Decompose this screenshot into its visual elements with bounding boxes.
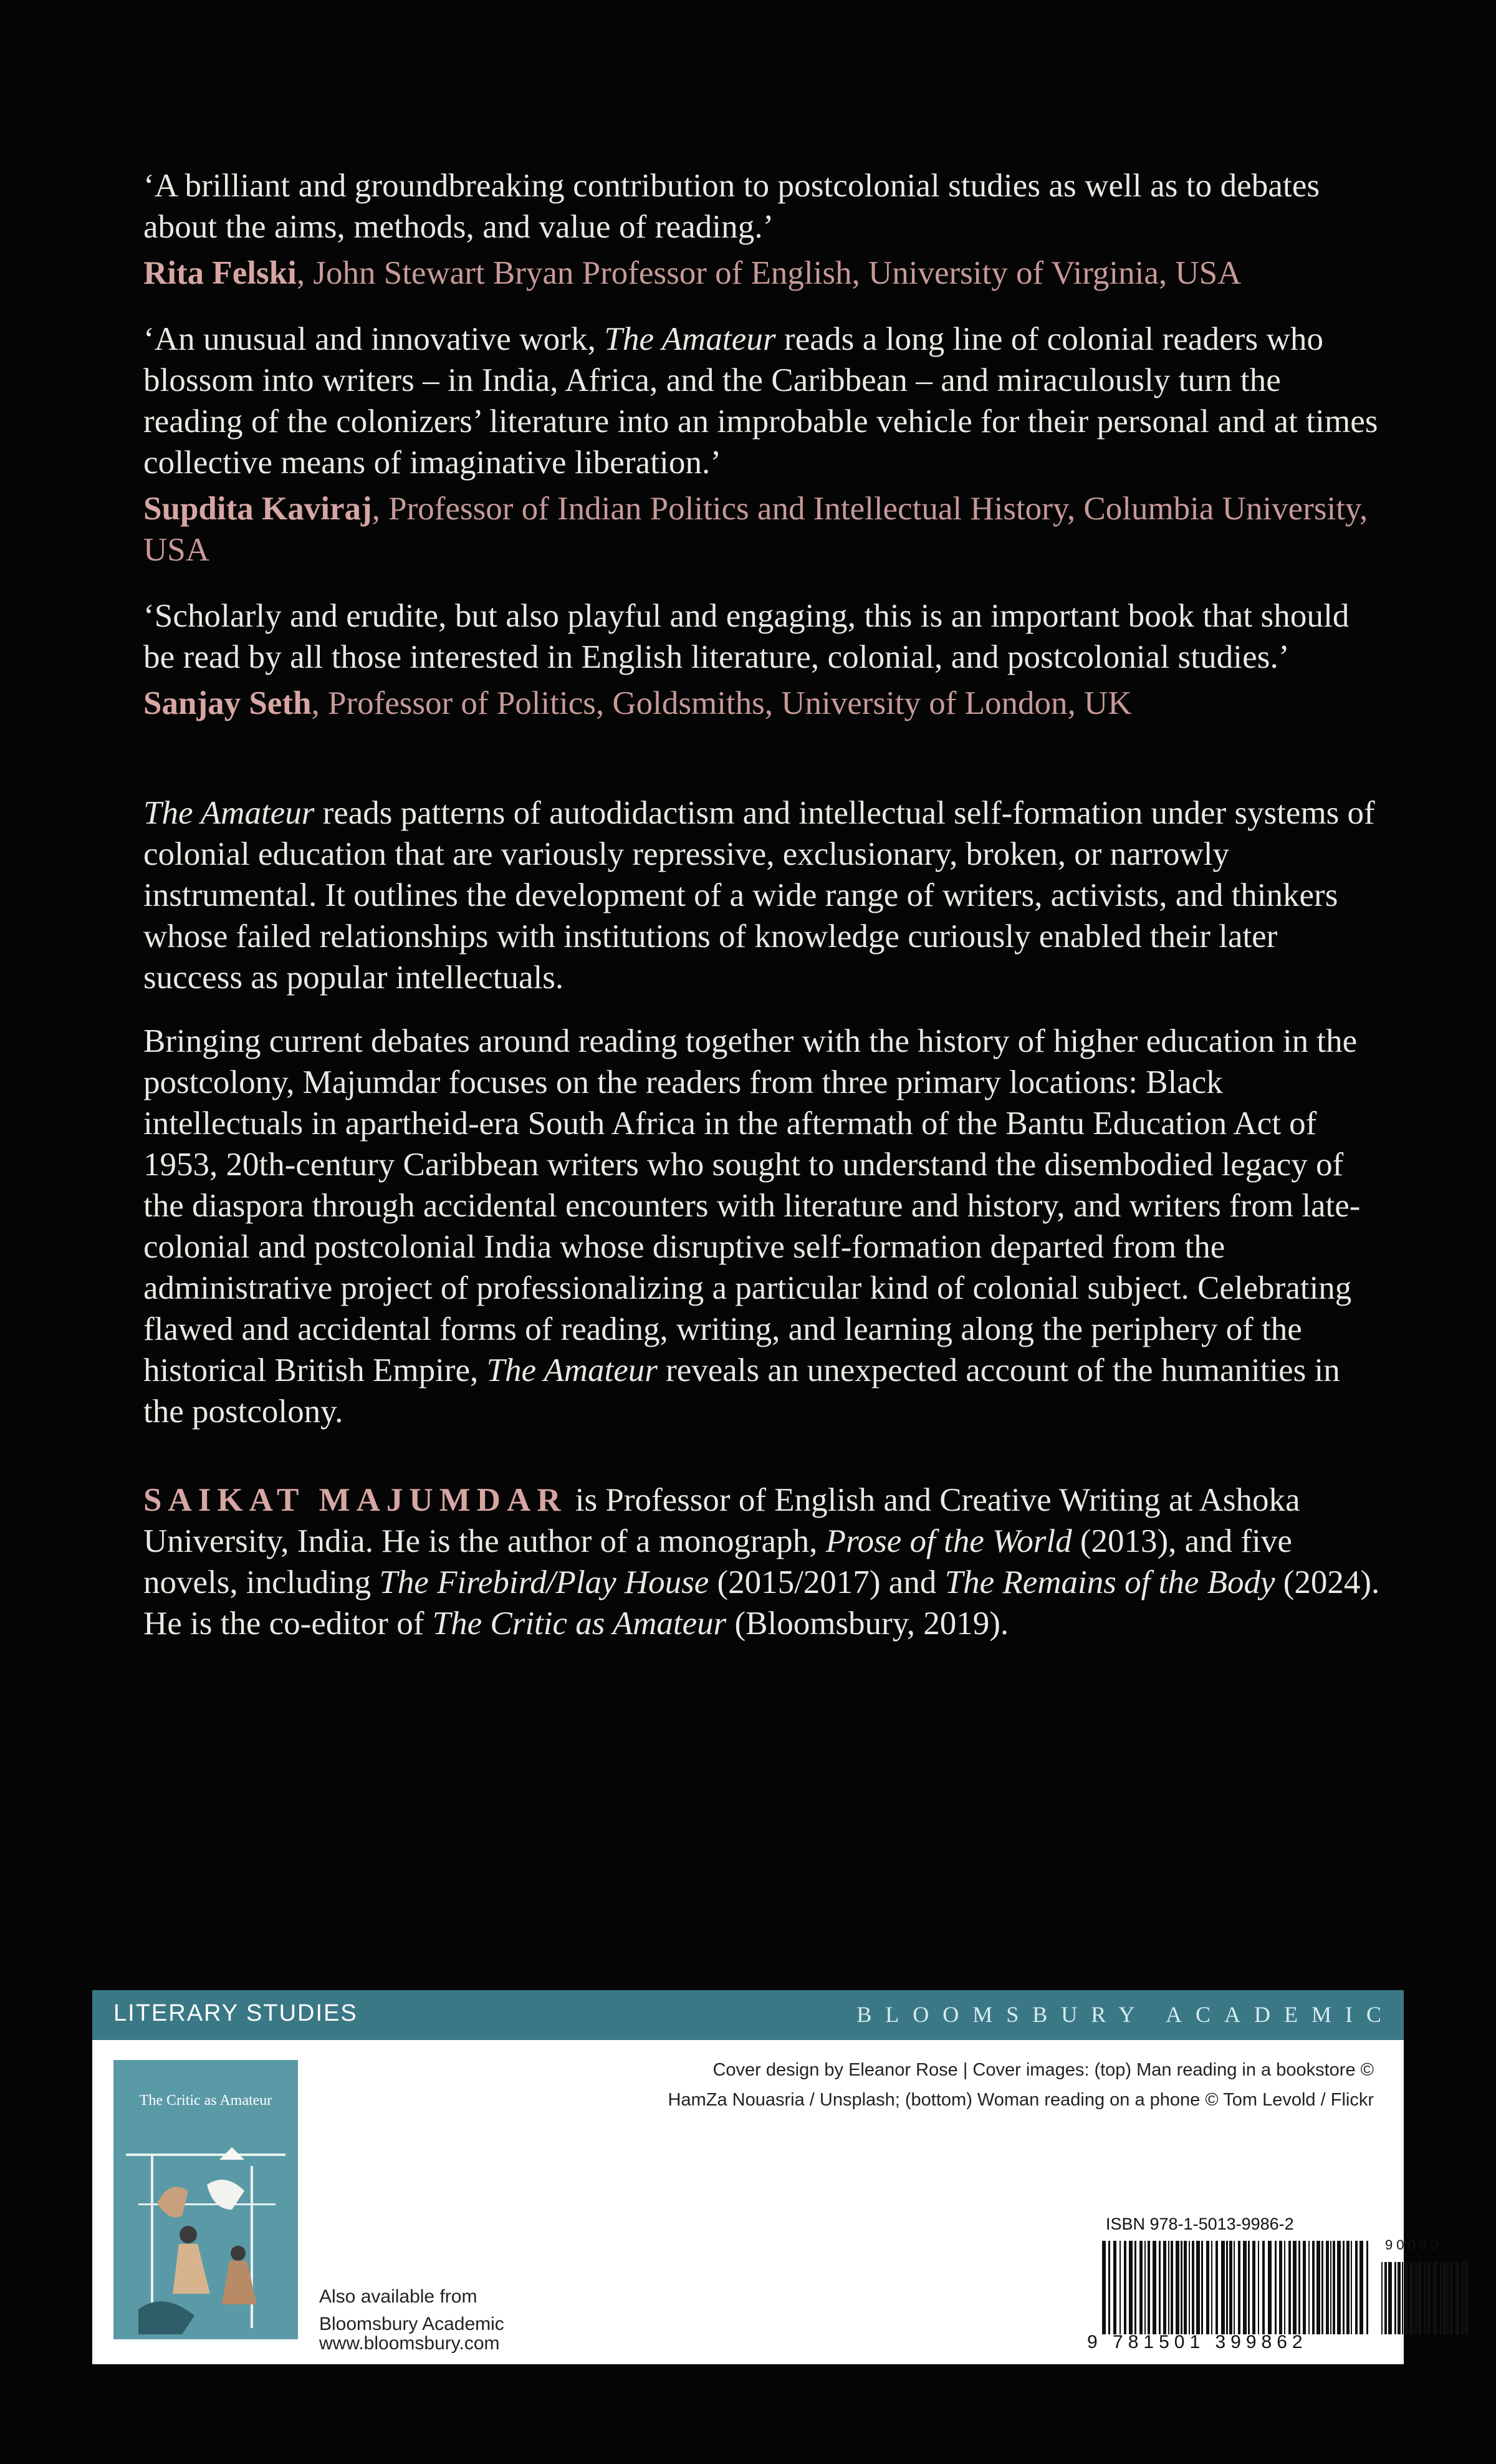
endorsement-quote: ‘A brilliant and groundbreaking contribution to postcolonial studies as well as to debates about the aims, methods, and value of reading.’ (143, 168, 1320, 245)
book-title: The Amateur (604, 321, 776, 357)
endorser-affiliation: , John Stewart Bryan Professor of English, University of Virginia, USA (296, 255, 1242, 291)
also-available-text (319, 2283, 504, 2338)
paragraph-text: reveals an unexpected account of the humanities in the postcolony. (143, 1352, 1340, 1430)
bio-text: is Professor of English and Creative Writing at Ashoka University, India. He is the author of a monograph, (143, 1482, 1300, 1559)
endorsement-seth (143, 595, 1384, 724)
endorsement-attribution (143, 683, 1384, 724)
addon-barcode-icon (1381, 2241, 1470, 2334)
isbn-digits: 9 781501 399862 (1087, 2332, 1308, 2352)
bio-text: (2013), and five novels, including (143, 1523, 1292, 1600)
footer-band (92, 1990, 1404, 2040)
endorser-affiliation: , Professor of Politics, Goldsmiths, University of London, UK (311, 685, 1132, 721)
description-paragraph-1 (143, 792, 1384, 998)
price-code: 90000 (1385, 2237, 1442, 2253)
also-line: Bloomsbury Academic (319, 2314, 504, 2334)
book-title: The Amateur (486, 1352, 658, 1388)
companion-book-cover (113, 2060, 298, 2339)
bio-text: (2015/2017) and (709, 1564, 945, 1600)
bio-text: (Bloomsbury, 2019). (726, 1605, 1009, 1642)
endorsement-attribution (143, 488, 1384, 570)
book-title: The Critic as Amateur (432, 1605, 727, 1642)
quote-text: ‘An unusual and innovative work, (143, 321, 605, 357)
mini-cover-illustration (113, 2060, 298, 2339)
endorsement-attribution (143, 253, 1384, 294)
endorsement-kaviraj (143, 319, 1384, 570)
quote-text: reads a long line of colonial readers who blossom into writers – in India, Africa, and the Caribbean – and miraculously turn the reading of the colonizers’ literature into an improbable vehicle for their personal and at times collective means of imaginative liberation.’ (143, 321, 1378, 481)
paragraph-text: reads patterns of autodidactism and intellectual self-formation under systems of colonial education that are variously repressive, exclusionary, broken, or narrowly instrumental. It outlines the development of a wide range of writers, activists, and thinkers whose failed relationships with institutions of knowledge curiously enabled their later success as popular intellectuals. (143, 795, 1375, 996)
author-bio (143, 1480, 1384, 1644)
barcode-icon (1102, 2241, 1374, 2334)
author-name: SAIKAT MAJUMDAR (143, 1482, 567, 1518)
description-paragraph-2 (143, 1021, 1384, 1432)
subject-category: LITERARY STUDIES (113, 2000, 358, 2026)
endorsement-quote (143, 319, 1384, 483)
book-title: The Remains of the Body (944, 1564, 1275, 1600)
back-cover-text (143, 165, 1384, 1667)
bio-text: (2024). He is the co-editor of (143, 1564, 1380, 1642)
publisher-name: BLOOMSBURY ACADEMIC (856, 2002, 1395, 2027)
endorser-name: Sanjay Seth (143, 685, 312, 721)
endorser-name: Rita Felski (143, 255, 297, 291)
publisher-url[interactable]: www.bloomsbury.com (319, 2333, 500, 2354)
cover-credits: Cover design by Eleanor Rose | Cover images: (top) Man reading in a bookstore © HamZa Nouasria / Unsplash; (bottom) Woman reading on a phone © Tom Levold / Flickr (668, 2060, 1374, 2110)
endorser-name: Supdita Kaviraj (143, 491, 372, 527)
book-title: The Amateur (143, 795, 315, 831)
book-title: The Firebird/Play House (379, 1564, 709, 1600)
book-title: Prose of the World (825, 1523, 1072, 1559)
footer-panel (92, 1990, 1442, 2364)
endorser-affiliation: , Professor of Indian Politics and Intellectual History, Columbia University, USA (143, 491, 1368, 568)
endorsement-felski (143, 165, 1384, 294)
isbn-label: ISBN 978-1-5013-9986-2 (1106, 2215, 1294, 2233)
also-line: Also available from (319, 2286, 477, 2307)
mini-cover-title: The Critic as Amateur (139, 2092, 272, 2109)
paragraph-text: Bringing current debates around reading together with the history of higher education in the postcolony, Majumdar focuses on the readers from three primary locations: Black intellectuals in apartheid-era South Africa in the aftermath of the Bantu Education Act of 1953, 20th-century Caribbean writers who sought to understand the disembodied legacy of the diaspora through accidental encounters with literature and history, and writers from late-colonial and postcolonial India whose disruptive self-formation departed from the administrative project of professionalizing a particular kind of colonial subject. Celebrating flawed and accidental forms of reading, writing, and learning along the periphery of the historical British Empire, (143, 1023, 1361, 1388)
endorsement-quote: ‘Scholarly and erudite, but also playful and engaging, this is an important book that should be read by all those interested in English literature, colonial, and postcolonial studies.’ (143, 598, 1350, 675)
